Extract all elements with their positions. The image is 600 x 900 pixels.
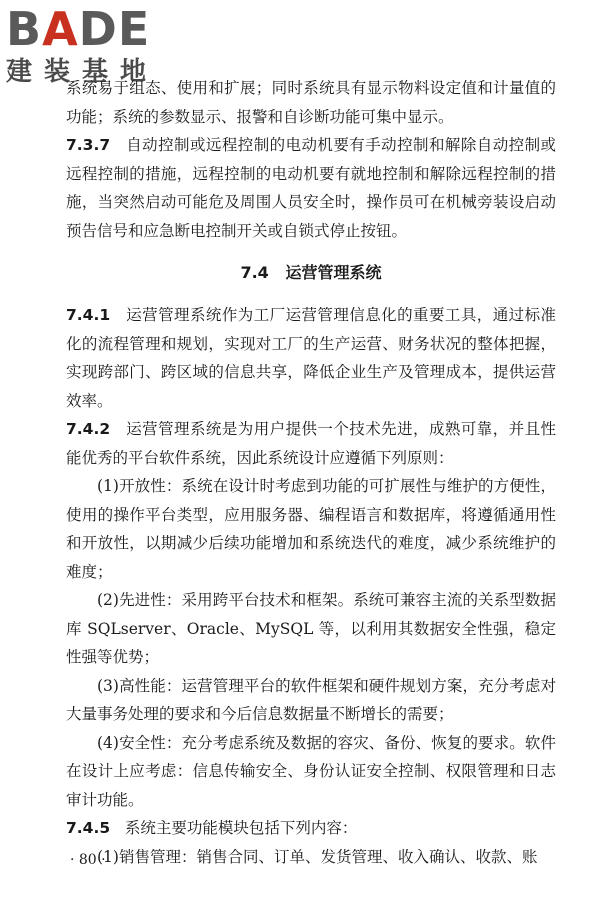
document-page (66, 74, 556, 871)
principle-advanced: (2)先进性：采用跨平台技术和框架。系统可兼容主流的关系型数据库 SQLserver、Oracle、MySQL 等，以利用其数据安全性强，稳定性强等优势； (66, 591, 556, 666)
clause-number: 7.4.1 (66, 306, 111, 324)
section-heading: 7.4 运营管理系统 (240, 263, 382, 282)
clause-7-4-5: 7.4.5 系统主要功能模块包括下列内容： (66, 819, 358, 837)
principle-openness: (1)开放性：系统在设计时考虑到功能的可扩展性与维护的方便性，使用的操作平台类型，应用服务器、编程语言和数据库，将遵循通用性和开放性，以期减少后续功能增加和系统迭代的难度，减少系统维护的难度； (66, 477, 556, 581)
clause-7-4-2: 7.4.2 运营管理系统是为用户提供一个技术先进，成熟可靠，并且性能优秀的平台软件系统，因此系统设计应遵循下列原则： (66, 420, 556, 467)
clause-number: 7.3.7 (66, 136, 111, 154)
module-sales: (1)销售管理：销售合同、订单、发货管理、收入确认、收款、账 (97, 847, 538, 866)
logo-chinese-text: 建装基地 (6, 57, 159, 87)
clause-7-3-7: 7.3.7 自动控制或远程控制的电动机要有手动控制和解除自动控制或远程控制的措施，远程控制的电动机要有就地控制和解除远程控制的措施，当突然启动可能危及周围人员安全时，操作员可在机械旁装设启动预告信号和应急断电控制开关或自锁式停止按钮。 (66, 136, 556, 240)
clause-number: 7.4.2 (66, 420, 111, 438)
page-number: · 80 · (70, 852, 106, 868)
clause-7-4-1: 7.4.1 运营管理系统作为工厂运营管理信息化的重要工具，通过标准化的流程管理和规划，实现对工厂的生产运营、财务状况的整体把握，实现跨部门、跨区域的信息共享，降低企业生产及管理成本，提供运营效率。 (66, 306, 556, 410)
clause-number: 7.4.5 (66, 819, 111, 837)
logo-wordmark: BADE (6, 2, 151, 56)
paragraph-continuation: 系统易于组态、使用和扩展；同时系统具有显示物料设定值和计量值的功能；系统的参数显示、报警和自诊断功能可集中显示。 (66, 79, 556, 126)
principle-security: (4)安全性：充分考虑系统及数据的容灾、备份、恢复的要求。软件在设计上应考虑：信息传输安全、身份认证安全控制、权限管理和日志审计功能。 (66, 733, 556, 809)
principle-performance: (3)高性能：运营管理平台的软件框架和硬件规划方案，充分考虑对大量事务处理的要求和今后信息数据量不断增长的需要； (66, 676, 556, 723)
